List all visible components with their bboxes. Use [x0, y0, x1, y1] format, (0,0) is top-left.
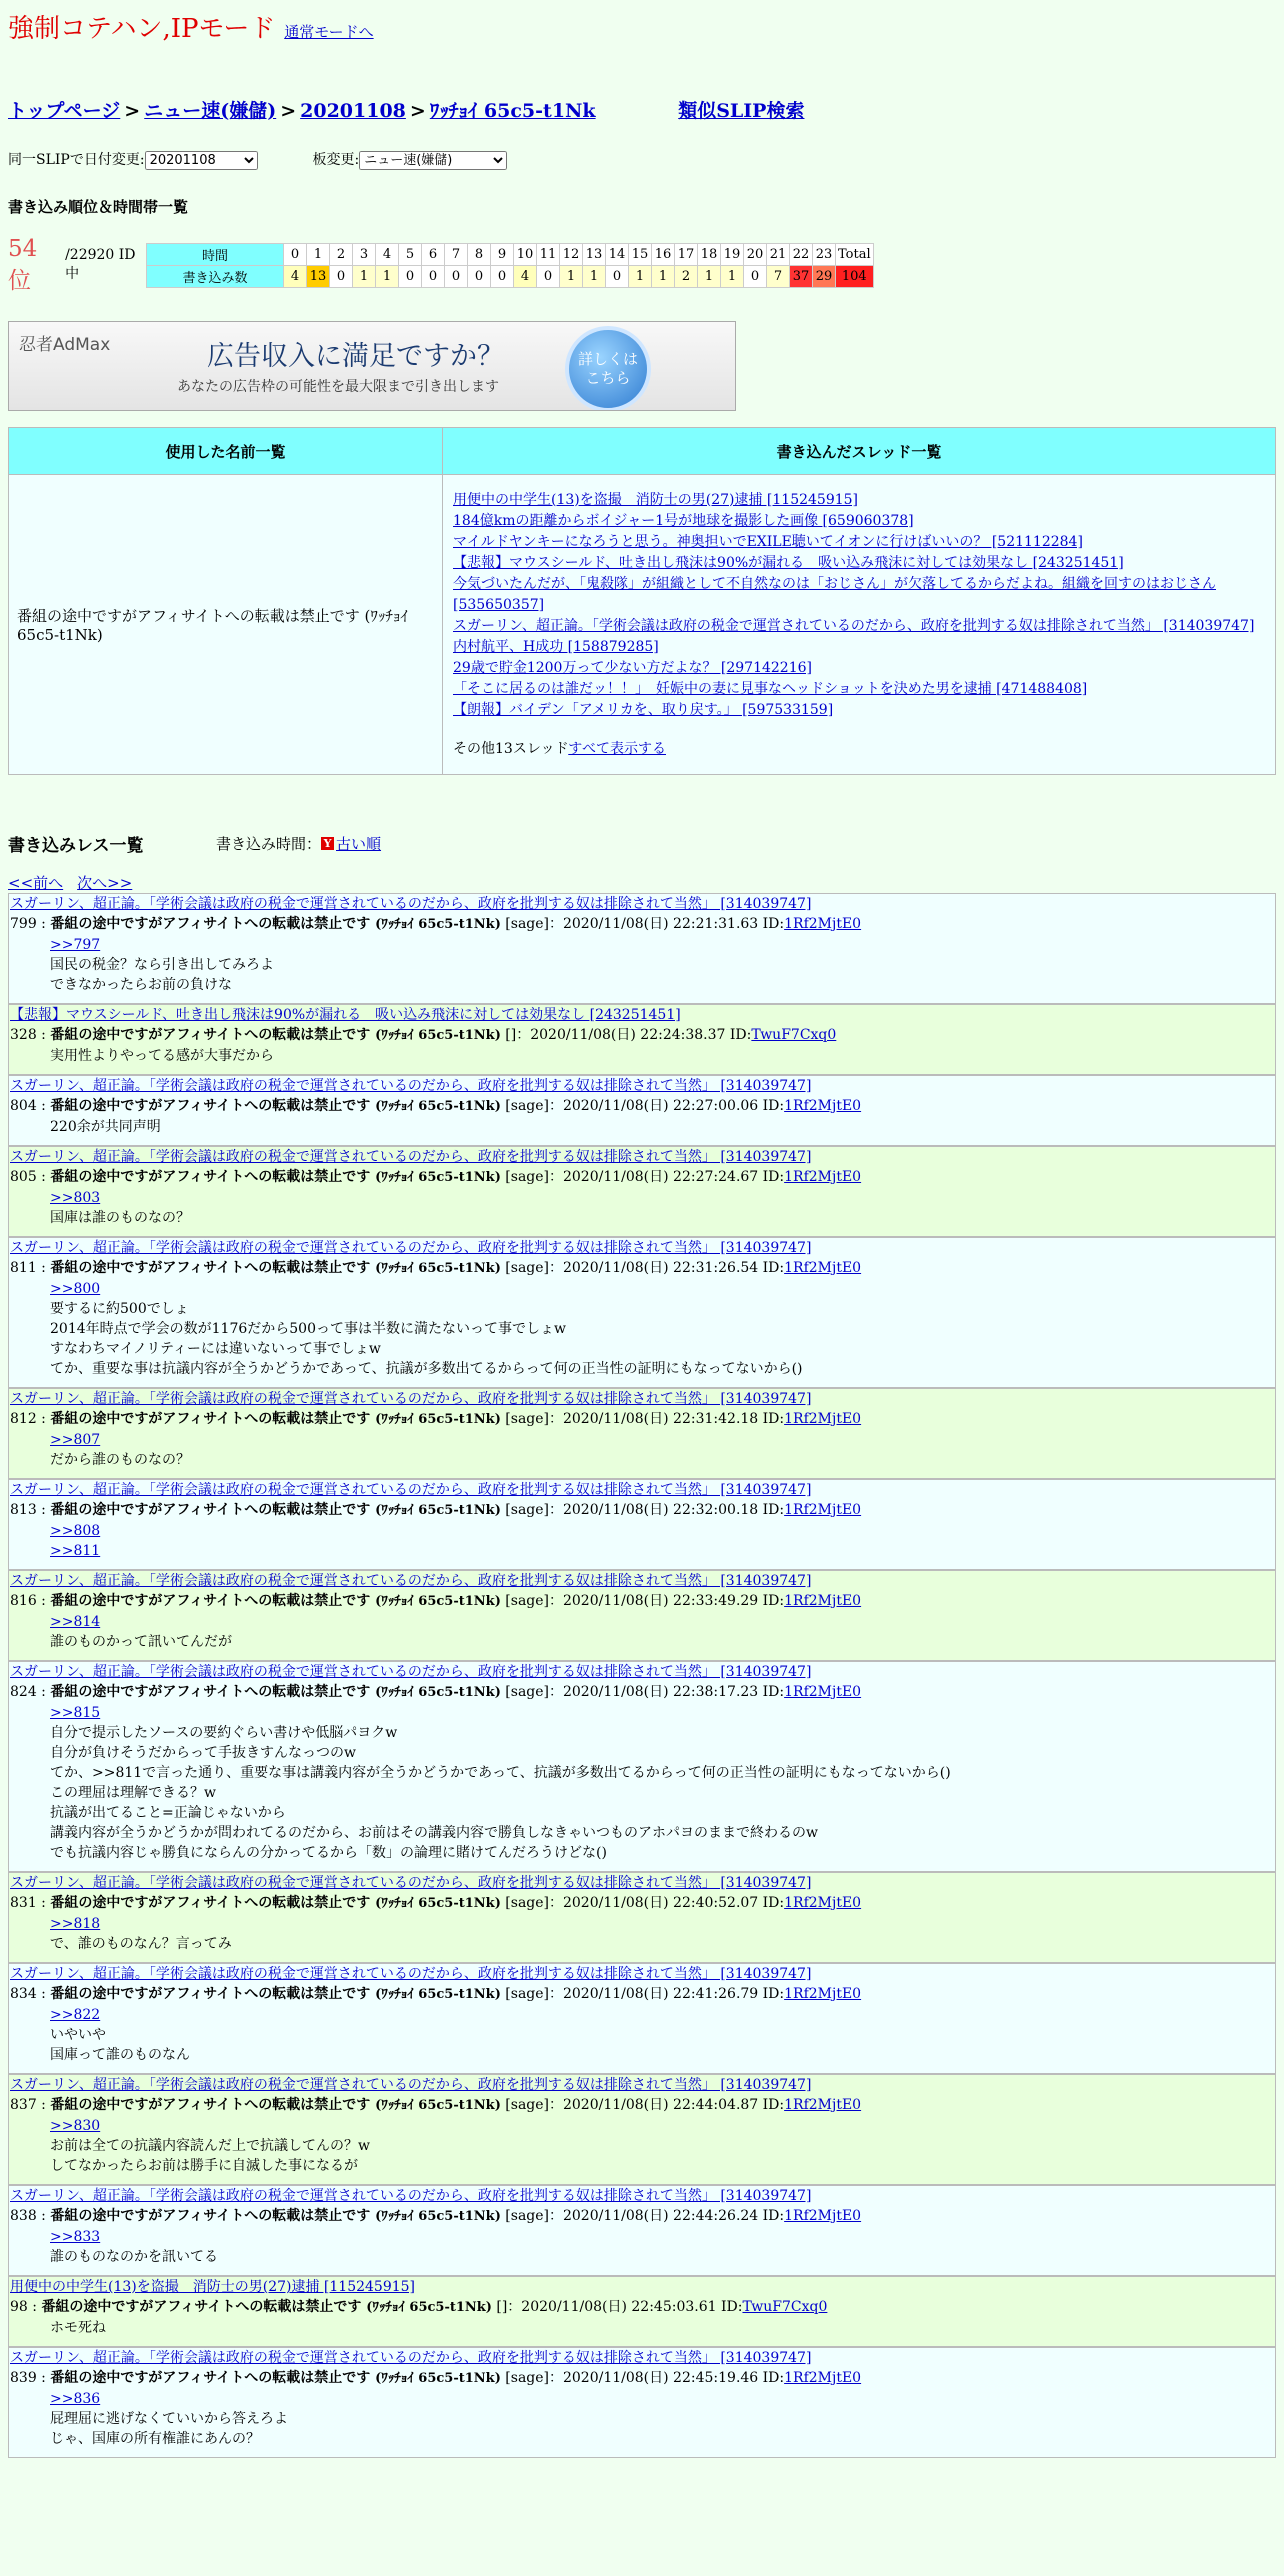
ad-subtext: あなたの広告枠の可能性を最大限まで引き出します [177, 379, 499, 395]
sort-oldest-link[interactable]: 古い順 [336, 835, 382, 853]
hour-cell: 13 [583, 243, 606, 265]
breadcrumb-slip[interactable]: ﾜｯﾁｮｲ 65c5-t1Nk [429, 100, 596, 122]
post-id-link[interactable]: 1Rf2MjtE0 [784, 1411, 862, 1427]
post-thread-link[interactable]: 用便中の中学生(13)を盗撮 消防士の男(27)逮捕 [115245915] [10, 2279, 416, 2295]
post-line: 実用性よりやってる感が大事だから [50, 1048, 274, 1064]
thread-link[interactable]: マイルドヤンキーになろうと思う。神奥担いでEXILE聴いてイオンに行けばいいの？ [521112284] [453, 533, 1083, 550]
reply-anchor-link[interactable]: >>803 [50, 1190, 101, 1206]
post-slip: (ﾜｯﾁｮｲ 65c5-t1Nk) [375, 1685, 501, 1700]
hour-cell: 10 [514, 243, 537, 265]
post-slip: (ﾜｯﾁｮｲ 65c5-t1Nk) [375, 1594, 501, 1609]
post-thread-link[interactable]: スガーリン、超正論。「学術会議は政府の税金で運営されているのだから、政府を批判する奴は排除されて当然」 [314039747] [10, 1391, 812, 1407]
other-threads-count: その他13スレッド [453, 740, 569, 757]
post-slip: (ﾜｯﾁｮｲ 65c5-t1Nk) [375, 1028, 501, 1043]
count-cell: 1 [353, 265, 376, 287]
rank-position: 54 位 [8, 235, 38, 294]
post-author: 番組の途中ですがアフィサイトへの転載は禁止です (ﾜｯﾁｮｲ 65c5-t1Nk) [50, 1260, 501, 1276]
ranking-heading: 書き込み順位＆時間帯一覧 [8, 198, 189, 216]
post-author: 番組の途中ですがアフィサイトへの転載は禁止です (ﾜｯﾁｮｲ 65c5-t1Nk) [50, 2208, 501, 2224]
post-time-label: 書き込み時間： [216, 835, 322, 853]
hour-cell: 19 [721, 243, 744, 265]
reply-anchor-link[interactable]: >>836 [50, 2391, 101, 2407]
post-line: 抗議が出てること=正論じゃないから [50, 1805, 286, 1821]
post-date: [sage]：2020/11/08(日) 22:21:31.63 ID: [500, 916, 785, 932]
reply-anchor-link[interactable]: >>814 [50, 1614, 101, 1630]
post-date: [sage]：2020/11/08(日) 22:44:04.87 ID: [500, 2097, 785, 2113]
count-cell: 1 [652, 265, 675, 287]
post-meta [10, 914, 1275, 935]
post-id-link[interactable]: 1Rf2MjtE0 [784, 1986, 862, 2002]
hour-cell: 20 [744, 243, 767, 265]
post-date: [sage]：2020/11/08(日) 22:40:52.07 ID: [500, 1895, 785, 1911]
post-body [10, 1430, 1275, 1470]
post-date: [sage]：2020/11/08(日) 22:44:26.24 ID: [500, 2208, 785, 2224]
post-number: 831 : [10, 1895, 51, 1911]
hour-cell: 17 [675, 243, 698, 265]
post-thread-link[interactable]: スガーリン、超正論。「学術会議は政府の税金で運営されているのだから、政府を批判する奴は排除されて当然」 [314039747] [10, 1573, 812, 1589]
post-meta [10, 1682, 1275, 1703]
count-cell: 4 [284, 265, 307, 287]
pager [8, 872, 1276, 893]
ad-details-button[interactable]: 詳しくは こちら [565, 326, 651, 411]
post-slip: (ﾜｯﾁｮｲ 65c5-t1Nk) [366, 2300, 492, 2315]
post-body [10, 2318, 1275, 2338]
post-line: いやいや [50, 2027, 106, 2043]
post [8, 1479, 1276, 1570]
hour-cell: 0 [284, 243, 307, 265]
post-id-link[interactable]: 1Rf2MjtE0 [784, 1169, 862, 1185]
post-date: [sage]：2020/11/08(日) 22:33:49.29 ID: [500, 1593, 785, 1609]
post-author: 番組の途中ですがアフィサイトへの転載は禁止です (ﾜｯﾁｮｲ 65c5-t1Nk) [50, 1895, 501, 1911]
post-number: 813 : [10, 1502, 51, 1518]
thread-link[interactable]: 29歳で貯金1200万って少ない方だよな？ [297142216] [453, 659, 812, 676]
post-number: 816 : [10, 1593, 51, 1609]
count-cell: 0 [330, 265, 353, 287]
reply-anchor-link[interactable]: >>818 [50, 1916, 101, 1932]
hour-cell: 16 [652, 243, 675, 265]
post-meta [10, 2095, 1275, 2116]
post [8, 2276, 1276, 2347]
post-meta [10, 1096, 1275, 1117]
post-number: 328 : [10, 1027, 51, 1043]
count-cell: 37 [790, 265, 813, 287]
post-line: てか、重要な事は抗議内容が全うかどうかであって、抗議が多数出てるからって何の正当性の証明にもなってないから() [50, 1361, 803, 1377]
post [8, 893, 1276, 1004]
posts-title: 書き込みレス一覧 [8, 836, 144, 856]
post-id-link[interactable]: 1Rf2MjtE0 [784, 2208, 862, 2224]
post-body [10, 1188, 1275, 1228]
post-body [10, 2227, 1275, 2267]
count-cell: 2 [675, 265, 698, 287]
post-body [10, 1117, 1275, 1137]
post-thread-link[interactable]: スガーリン、超正論。「学術会議は政府の税金で運営されているのだから、政府を批判する奴は排除されて当然」 [314039747] [10, 1078, 812, 1094]
post-meta [10, 1409, 1275, 1430]
post-body [10, 1612, 1275, 1652]
board-select[interactable] [359, 151, 507, 170]
count-cell: 0 [491, 265, 514, 287]
post-line: 誰のものかって訊いてんだが [50, 1634, 232, 1650]
reply-anchor-link[interactable]: >>815 [50, 1705, 101, 1721]
breadcrumb-separator: > [280, 100, 297, 122]
post [8, 2185, 1276, 2276]
count-cell: 1 [583, 265, 606, 287]
hour-cell: 9 [491, 243, 514, 265]
hour-cell: 7 [445, 243, 468, 265]
time-row-label: 時間 [147, 243, 284, 265]
post-number: 799 : [10, 916, 51, 932]
post-meta [10, 1500, 1275, 1521]
post-date: [sage]：2020/11/08(日) 22:45:19.46 ID: [500, 2370, 785, 2386]
sort-order-icon: Y [321, 837, 334, 850]
post-date: [sage]：2020/11/08(日) 22:41:26.79 ID: [500, 1986, 785, 2002]
post-slip: (ﾜｯﾁｮｲ 65c5-t1Nk) [375, 1896, 501, 1911]
post-date: [sage]：2020/11/08(日) 22:27:24.67 ID: [500, 1169, 785, 1185]
post-thread-link[interactable]: スガーリン、超正論。「学術会議は政府の税金で運営されているのだから、政府を批判する奴は排除されて当然」 [314039747] [10, 2077, 812, 2093]
used-name: 番組の途中ですがアフィサイトへの転載は禁止です (ﾜｯﾁｮｲ 65c5-t1Nk) [9, 475, 443, 775]
post-line: 国庫って誰のものなん [50, 2047, 190, 2063]
post-id-link[interactable]: TwuF7Cxq0 [742, 2299, 828, 2315]
post-meta [10, 1591, 1275, 1612]
post-body [10, 2005, 1275, 2065]
hour-cell: 14 [606, 243, 629, 265]
prev-page-link[interactable]: <<前へ [8, 874, 64, 892]
breadcrumb-top[interactable]: トップページ [8, 100, 121, 122]
post-meta [10, 2206, 1275, 2227]
post-number: 804 : [10, 1098, 51, 1114]
post-slip: (ﾜｯﾁｮｲ 65c5-t1Nk) [375, 1170, 501, 1185]
post-date: [sage]：2020/11/08(日) 22:31:26.54 ID: [500, 1260, 785, 1276]
hour-cell: 2 [330, 243, 353, 265]
breadcrumb-date[interactable]: 20201108 [300, 100, 406, 122]
hour-cell: Total [836, 243, 874, 265]
post-line: 220余が共同声明 [50, 1119, 161, 1135]
post-body [10, 935, 1275, 995]
post-author: 番組の途中ですがアフィサイトへの転載は禁止です (ﾜｯﾁｮｲ 65c5-t1Nk) [50, 1684, 501, 1700]
thread-link[interactable]: 【悲報】マウスシールド、吐き出し飛沫は90%が漏れる 吸い込み飛沫に対しては効果なし [243251451] [453, 554, 1124, 571]
breadcrumb-separator: > [124, 100, 141, 122]
post [8, 1661, 1276, 1872]
breadcrumb-board[interactable]: ニュー速(嫌儲) [144, 100, 277, 122]
reply-anchor-link[interactable]: >>833 [50, 2229, 101, 2245]
count-row-label: 書き込み数 [147, 265, 284, 287]
post-author: 番組の途中ですがアフィサイトへの転載は禁止です (ﾜｯﾁｮｲ 65c5-t1Nk) [50, 1098, 501, 1114]
post-slip: (ﾜｯﾁｮｲ 65c5-t1Nk) [375, 2209, 501, 2224]
board-change-label: 板変更: [312, 152, 360, 168]
names-column-header: 使用した名前一覧 [9, 428, 443, 475]
reply-anchor-link[interactable]: >>808 [50, 1523, 101, 1539]
threads-column-header: 書き込んだスレッド一覧 [443, 428, 1276, 475]
post-id-link[interactable]: 1Rf2MjtE0 [784, 1502, 862, 1518]
post [8, 1004, 1276, 1075]
count-cell: 0 [606, 265, 629, 287]
hour-cell: 3 [353, 243, 376, 265]
hours-row [147, 243, 874, 265]
post-line: すなわちマイノリティーには違いないって事でしょw [50, 1341, 381, 1357]
breadcrumb [8, 96, 1276, 123]
post-body [10, 1279, 1275, 1379]
post-meta [10, 1167, 1275, 1188]
post-line: できなかったらお前の負けな [50, 977, 232, 993]
ad-headline: 広告収入に満足ですか？ [207, 341, 504, 372]
post-id-link[interactable]: 1Rf2MjtE0 [784, 1260, 862, 1276]
post-thread-link[interactable]: 【悲報】マウスシールド、吐き出し飛沫は90%が漏れる 吸い込み飛沫に対しては効果なし [243251451] [10, 1007, 681, 1023]
post-thread-link[interactable]: スガーリン、超正論。「学術会議は政府の税金で運営されているのだから、政府を批判する奴は排除されて当然」 [314039747] [10, 2188, 812, 2204]
post-thread-link[interactable]: スガーリン、超正論。「学術会議は政府の税金で運営されているのだから、政府を批判する奴は排除されて当然」 [314039747] [10, 2350, 812, 2366]
post [8, 1570, 1276, 1661]
post-line: ホモ死ね [50, 2320, 106, 2336]
count-cell: 0 [399, 265, 422, 287]
hour-cell: 1 [307, 243, 330, 265]
hour-cell: 5 [399, 243, 422, 265]
post-line: で、誰のものなん？言ってみ [50, 1936, 232, 1952]
post-id-link[interactable]: TwuF7Cxq0 [751, 1027, 837, 1043]
hour-cell: 4 [376, 243, 399, 265]
post-line: 国庫は誰のものなの？ [50, 1210, 190, 1226]
post-date: []：2020/11/08(日) 22:45:03.61 ID: [491, 2299, 743, 2315]
count-cell: 104 [836, 265, 874, 287]
post-author: 番組の途中ですがアフィサイトへの転載は禁止です (ﾜｯﾁｮｲ 65c5-t1Nk) [50, 1411, 501, 1427]
post-line: 要するに約500でしょ [50, 1301, 189, 1317]
count-cell: 0 [445, 265, 468, 287]
hour-cell: 11 [537, 243, 560, 265]
post-date: [sage]：2020/11/08(日) 22:38:17.23 ID: [500, 1684, 785, 1700]
post-meta [10, 1984, 1275, 2005]
ad-logo: 忍者AdMax [19, 335, 111, 355]
post-slip: (ﾜｯﾁｮｲ 65c5-t1Nk) [375, 1987, 501, 2002]
count-cell: 0 [537, 265, 560, 287]
show-all-threads-link[interactable]: すべて表示する [568, 740, 666, 757]
post-meta [10, 2368, 1275, 2389]
post-date: [sage]：2020/11/08(日) 22:31:42.18 ID: [500, 1411, 785, 1427]
hour-cell: 22 [790, 243, 813, 265]
post-number: 834 : [10, 1986, 51, 2002]
post-list [8, 893, 1276, 2458]
next-page-link[interactable]: 次へ>> [77, 874, 133, 892]
post-number: 812 : [10, 1411, 51, 1427]
post [8, 1146, 1276, 1237]
hour-cell: 18 [698, 243, 721, 265]
reply-anchor-link[interactable]: >>822 [50, 2007, 101, 2023]
thread-link[interactable]: 【朗報】バイデン「アメリカを、取り戻す。」 [597533159] [453, 701, 834, 718]
post [8, 1872, 1276, 1963]
post-line: 自分が負けそうだからって手抜きすんなっつのw [50, 1745, 356, 1761]
post-line: お前は全ての抗議内容読んだ上で抗議してんの？w [50, 2138, 370, 2154]
count-cell: 0 [422, 265, 445, 287]
post-line: 講義内容が全うかどうかが問われてるのだから、お前はその講義内容で勝負しなきゃいつものアホパヨのままで終わるのw [50, 1825, 818, 1841]
count-cell: 7 [767, 265, 790, 287]
hour-cell: 21 [767, 243, 790, 265]
post-line: じゃ、国庫の所有権誰にあんの？ [50, 2431, 260, 2447]
post-line: でも抗議内容じゃ勝負にならんの分かってるから「数」の論理に賭けてんだろうけどな() [50, 1845, 607, 1861]
hour-cell: 8 [468, 243, 491, 265]
thread-link[interactable]: 184億kmの距離からボイジャー1号が地球を撮影した画像 [659060378] [453, 512, 914, 529]
post-body [10, 1046, 1275, 1066]
post-body [10, 2389, 1275, 2449]
post-id-link[interactable]: 1Rf2MjtE0 [784, 2370, 862, 2386]
rank-box [8, 235, 146, 294]
post-number: 837 : [10, 2097, 51, 2113]
post-number: 838 : [10, 2208, 51, 2224]
post-line: 自分で提示したソースの要約ぐらい書けや低脳パヨクw [50, 1725, 398, 1741]
rank-total: /22920 ID中 [65, 247, 136, 282]
post-thread-link[interactable]: スガーリン、超正論。「学術会議は政府の税金で運営されているのだから、政府を批判する奴は排除されて当然」 [314039747] [10, 1966, 812, 1982]
posts-header [8, 831, 1276, 856]
counts-row [147, 265, 874, 287]
post-author: 番組の途中ですがアフィサイトへの転載は禁止です (ﾜｯﾁｮｲ 65c5-t1Nk) [50, 1169, 501, 1185]
thread-link[interactable]: 内村航平、H成功 [158879285] [453, 638, 659, 655]
count-cell: 1 [698, 265, 721, 287]
post [8, 1388, 1276, 1479]
thread-list [443, 475, 1276, 775]
post-author: 番組の途中ですがアフィサイトへの転載は禁止です (ﾜｯﾁｮｲ 65c5-t1Nk) [50, 2097, 501, 2113]
post-date: [sage]：2020/11/08(日) 22:27:00.06 ID: [500, 1098, 785, 1114]
post-body [10, 1914, 1275, 1954]
post-number: 811 : [10, 1260, 51, 1276]
reply-anchor-link[interactable]: >>797 [50, 937, 101, 953]
post [8, 2074, 1276, 2185]
post-meta [10, 2297, 1275, 2318]
hour-cell: 23 [813, 243, 836, 265]
count-cell: 0 [468, 265, 491, 287]
thread-link[interactable]: 用便中の中学生(13)を盗撮 消防士の男(27)逮捕 [115245915] [453, 491, 859, 508]
reply-anchor-link[interactable]: >>800 [50, 1281, 101, 1297]
names-threads-table [8, 427, 1276, 775]
post-body [10, 1521, 1275, 1561]
hour-cell: 6 [422, 243, 445, 265]
post-line: てか、>>811で言った通り、重要な事は講義内容が全うかどうかであって、抗議が多数出てるからって何の正当性の証明にもなってないから() [50, 1765, 951, 1781]
post-meta [10, 1025, 1275, 1046]
post-line: 誰のものなのかを訊いてる [50, 2249, 218, 2265]
hour-cell: 15 [629, 243, 652, 265]
post-author: 番組の途中ですがアフィサイトへの転載は禁止です (ﾜｯﾁｮｲ 65c5-t1Nk) [50, 1502, 501, 1518]
post-id-link[interactable]: 1Rf2MjtE0 [784, 1593, 862, 1609]
post-author: 番組の途中ですがアフィサイトへの転載は禁止です (ﾜｯﾁｮｲ 65c5-t1Nk) [50, 1593, 501, 1609]
post [8, 1963, 1276, 2074]
count-cell: 13 [307, 265, 330, 287]
count-cell: 29 [813, 265, 836, 287]
date-select[interactable] [145, 151, 258, 170]
post-body [10, 1703, 1275, 1863]
reply-anchor-link[interactable]: >>830 [50, 2118, 101, 2134]
post-line: この理屈は理解できる？w [50, 1785, 216, 1801]
post-id-link[interactable]: 1Rf2MjtE0 [784, 1098, 862, 1114]
count-cell: 0 [744, 265, 767, 287]
post-date: []：2020/11/08(日) 22:24:38.37 ID: [500, 1027, 752, 1043]
post-thread-link[interactable]: スガーリン、超正論。「学術会議は政府の税金で運営されているのだから、政府を批判する奴は排除されて当然」 [314039747] [10, 1664, 812, 1680]
post-thread-link[interactable]: スガーリン、超正論。「学術会議は政府の税金で運営されているのだから、政府を批判する奴は排除されて当然」 [314039747] [10, 1875, 812, 1891]
post-slip: (ﾜｯﾁｮｲ 65c5-t1Nk) [375, 917, 501, 932]
post-slip: (ﾜｯﾁｮｲ 65c5-t1Nk) [375, 1261, 501, 1276]
count-cell: 1 [560, 265, 583, 287]
post-author: 番組の途中ですがアフィサイトへの転載は禁止です (ﾜｯﾁｮｲ 65c5-t1Nk) [50, 2370, 501, 2386]
ranking-row [8, 235, 1276, 294]
post [8, 1237, 1276, 1388]
post-slip: (ﾜｯﾁｮｲ 65c5-t1Nk) [375, 1412, 501, 1427]
mode-header [8, 8, 1276, 44]
other-threads [453, 739, 1267, 760]
post-date: [sage]：2020/11/08(日) 22:32:00.18 ID: [500, 1502, 785, 1518]
post-thread-link[interactable]: スガーリン、超正論。「学術会議は政府の税金で運営されているのだから、政府を批判する奴は排除されて当然」 [314039747] [10, 1482, 812, 1498]
similar-slip-search-link[interactable]: 類似SLIP検索 [678, 100, 805, 122]
post-id-link[interactable]: 1Rf2MjtE0 [784, 1895, 862, 1911]
post-line: 屁理屈に逃げなくていいから答えろよ [50, 2411, 288, 2427]
post-id-link[interactable]: 1Rf2MjtE0 [784, 2097, 862, 2113]
mode-title: 強制コテハン,IPモード [8, 14, 276, 44]
post-number: 98 : [10, 2299, 42, 2315]
count-cell: 1 [376, 265, 399, 287]
ad-banner[interactable] [8, 321, 736, 411]
page [0, 8, 1284, 2458]
post-slip: (ﾜｯﾁｮｲ 65c5-t1Nk) [375, 1099, 501, 1114]
reply-anchor-link[interactable]: >>807 [50, 1432, 101, 1448]
thread-link[interactable]: スガーリン、超正論。「学術会議は政府の税金で運営されているのだから、政府を批判する奴は排除されて当然」 [314039747] [453, 617, 1255, 634]
post-number: 805 : [10, 1169, 51, 1185]
post-number: 839 : [10, 2370, 51, 2386]
post-thread-link[interactable]: スガーリン、超正論。「学術会議は政府の税金で運営されているのだから、政府を批判する奴は排除されて当然」 [314039747] [10, 1240, 812, 1256]
post-number: 824 : [10, 1684, 51, 1700]
post [8, 2347, 1276, 2458]
post-id-link[interactable]: 1Rf2MjtE0 [784, 1684, 862, 1700]
post-author: 番組の途中ですがアフィサイトへの転載は禁止です (ﾜｯﾁｮｲ 65c5-t1Nk) [50, 1986, 501, 2002]
count-cell: 4 [514, 265, 537, 287]
hourly-post-table [146, 243, 874, 288]
post-slip: (ﾜｯﾁｮｲ 65c5-t1Nk) [375, 1503, 501, 1518]
post-author: 番組の途中ですがアフィサイトへの転載は禁止です (ﾜｯﾁｮｲ 65c5-t1Nk) [50, 916, 501, 932]
thread-links [453, 490, 1267, 721]
breadcrumb-separator: > [409, 100, 426, 122]
post-line: だから誰のものなの？ [50, 1452, 190, 1468]
selector-row [8, 149, 1276, 170]
count-cell: 1 [629, 265, 652, 287]
thread-link[interactable]: 今気づいたんだが、「鬼殺隊」が組織として不自然なのは「おじさん」が欠落してるからだよね。組織を回すのはおじさん [535650357] [453, 575, 1216, 613]
post [8, 1075, 1276, 1146]
post-meta [10, 1893, 1275, 1914]
post-slip: (ﾜｯﾁｮｲ 65c5-t1Nk) [375, 2371, 501, 2386]
hour-cell: 12 [560, 243, 583, 265]
post-thread-link[interactable]: スガーリン、超正論。「学術会議は政府の税金で運営されているのだから、政府を批判する奴は排除されて当然」 [314039747] [10, 896, 812, 912]
reply-anchor-link[interactable]: >>811 [50, 1543, 101, 1559]
post-line: 2014年時点で学会の数が1176だから500って事は半数に満たないって事でしょw [50, 1321, 566, 1337]
post-line: 国民の税金？なら引き出してみろよ [50, 957, 274, 973]
post-thread-link[interactable]: スガーリン、超正論。「学術会議は政府の税金で運営されているのだから、政府を批判する奴は排除されて当然」 [314039747] [10, 1149, 812, 1165]
post-id-link[interactable]: 1Rf2MjtE0 [784, 916, 862, 932]
count-cell: 1 [721, 265, 744, 287]
post-meta [10, 1258, 1275, 1279]
date-change-label: 同一SLIPで日付変更: [8, 152, 145, 168]
post-author: 番組の途中ですがアフィサイトへの転載は禁止です (ﾜｯﾁｮｲ 65c5-t1Nk) [50, 1027, 501, 1043]
post-slip: (ﾜｯﾁｮｲ 65c5-t1Nk) [375, 2098, 501, 2113]
post-body [10, 2116, 1275, 2176]
normal-mode-link[interactable]: 通常モードへ [284, 23, 374, 41]
thread-link[interactable]: 「そこに居るのは誰だッ！！」 妊娠中の妻に見事なヘッドショットを決めた男を逮捕 [471488408] [453, 680, 1088, 697]
post-line: してなかったらお前は勝手に自滅した事になるが [50, 2158, 358, 2174]
post-author: 番組の途中ですがアフィサイトへの転載は禁止です (ﾜｯﾁｮｲ 65c5-t1Nk) [41, 2299, 492, 2315]
